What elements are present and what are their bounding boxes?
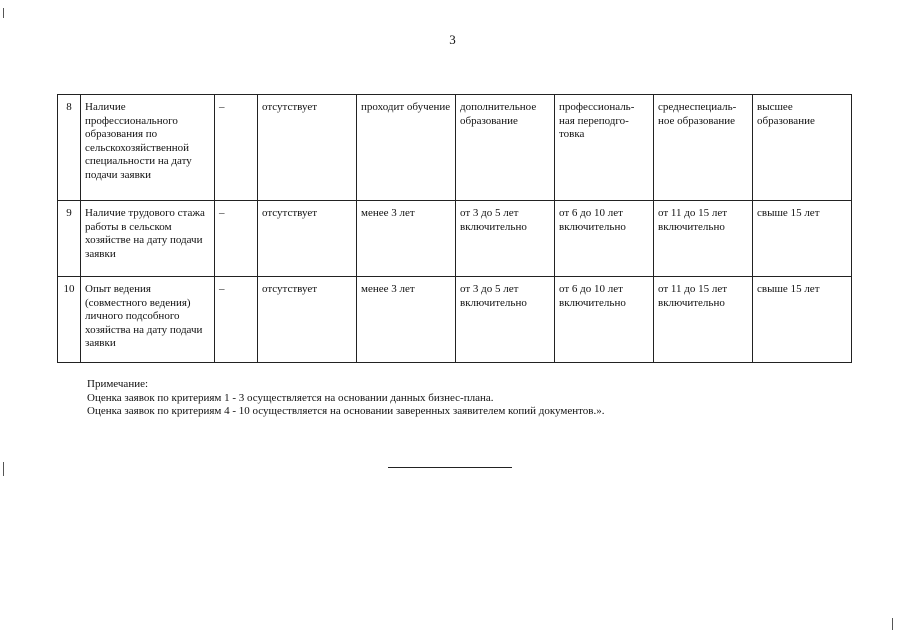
criterion-cell: Опыт ведения (совместного ведения) личного подсобного хозяйства на дату подачи заявки (81, 277, 215, 363)
notes-heading: Примечание: (87, 378, 149, 390)
table-cell: отсутствует (258, 95, 357, 201)
table-cell: от 11 до 15 лет включительно (654, 201, 753, 277)
criteria-table (57, 94, 852, 363)
table-cell: свыше 15 лет (753, 277, 852, 363)
table-cell: проходит обучение (357, 95, 456, 201)
row-number: 9 (58, 201, 81, 277)
notes-block (87, 378, 604, 419)
scan-margin-mark (3, 462, 4, 476)
note-line: Оценка заявок по критериям 4 - 10 осуществляется на основании заверенных заявителем копий документов.». (87, 405, 605, 417)
scan-margin-mark (3, 8, 4, 18)
table-row (58, 277, 852, 363)
table-cell: среднеспециаль-ное образование (654, 95, 753, 201)
table-cell: отсутствует (258, 277, 357, 363)
page-number: 3 (449, 32, 456, 47)
row-number: 10 (58, 277, 81, 363)
table-cell: от 3 до 5 лет включительно (456, 201, 555, 277)
scan-margin-mark (892, 618, 893, 630)
table-cell: профессиональ-ная переподго-товка (555, 95, 654, 201)
table-row (58, 201, 852, 277)
table-cell: отсутствует (258, 201, 357, 277)
table-row (58, 95, 852, 201)
table-cell: менее 3 лет (357, 201, 456, 277)
table-cell: – (215, 95, 258, 201)
note-line: Оценка заявок по критериям 1 - 3 осуществляется на основании данных бизнес-плана. (87, 391, 494, 404)
table-cell: дополнительное образование (456, 95, 555, 201)
table-cell: менее 3 лет (357, 277, 456, 363)
end-separator-line (388, 467, 512, 468)
table-cell: от 3 до 5 лет включительно (456, 277, 555, 363)
table-cell: – (215, 201, 258, 277)
table-cell: – (215, 277, 258, 363)
row-number: 8 (58, 95, 81, 201)
criterion-cell: Наличие трудового стажа работы в сельском хозяйстве на дату подачи заявки (81, 201, 215, 277)
table-cell: от 6 до 10 лет включительно (555, 201, 654, 277)
criterion-cell: Наличие профессионального образования по сельскохозяйственной специальности на дату подачи заявки (81, 95, 215, 201)
table-cell: от 11 до 15 лет включительно (654, 277, 753, 363)
table-cell: от 6 до 10 лет включительно (555, 277, 654, 363)
table-cell: свыше 15 лет (753, 201, 852, 277)
table-cell: высшее образование (753, 95, 852, 201)
